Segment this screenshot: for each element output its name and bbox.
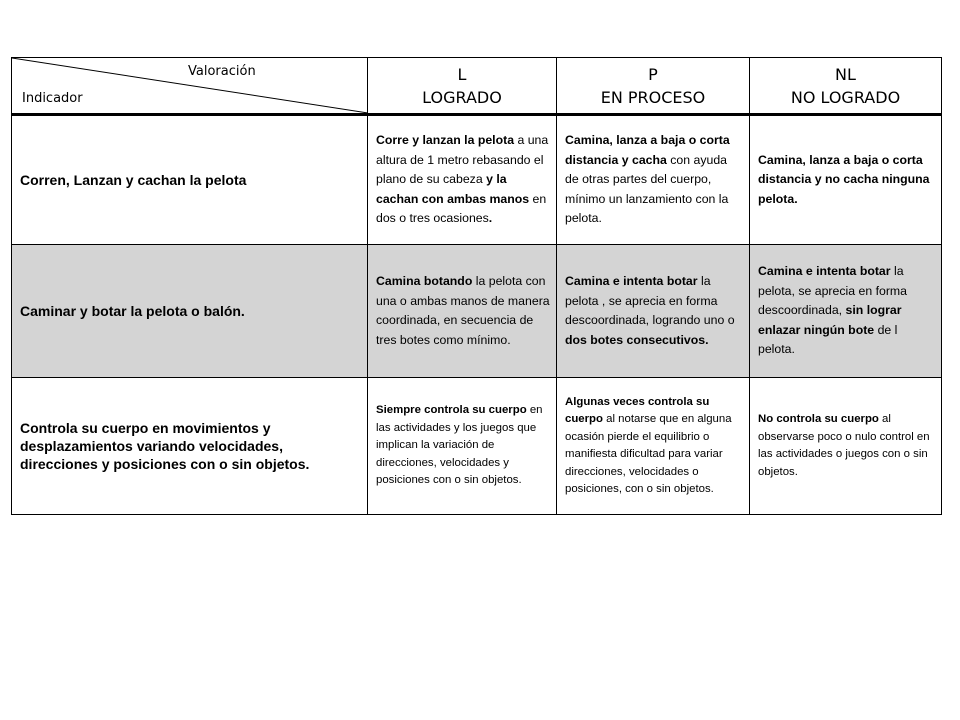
level-header-no-logrado bbox=[750, 58, 942, 115]
criteria-cell: Algunas veces controla su cuerpo al notarse que en alguna ocasión pierde el equilibrio o manifiesta dificultad para variar direcciones, velocidades o posiciones, con o sin objetos. bbox=[557, 378, 750, 515]
level-name: EN PROCESO bbox=[600, 87, 706, 107]
bold-text: No controla su cuerpo bbox=[758, 413, 879, 425]
bold-text: sin lograr enlazar ningún bote bbox=[758, 303, 902, 337]
criteria-cell: Siempre controla su cuerpo en las actividades y los juegos que implican la variación de direcciones, velocidades y posiciones con o sin objetos. bbox=[368, 378, 557, 515]
criteria-cell bbox=[750, 115, 942, 245]
bold-text: y la cachan con ambas manos bbox=[376, 172, 530, 206]
level-name: NO LOGRADO bbox=[790, 87, 901, 107]
bold-text: Algunas veces controla su cuerpo bbox=[565, 395, 710, 425]
level-name: LOGRADO bbox=[422, 87, 502, 107]
indicador-label: Indicador bbox=[22, 91, 83, 106]
criteria-cell: Corre y lanzan la pelota a una altura de 1 metro rebasando el plano de su cabeza y la cachan con ambas manos en dos o tres ocasiones. bbox=[368, 115, 557, 245]
bold-text: Camina botando bbox=[376, 274, 473, 288]
criteria-cell: Camina botando la pelota con una o ambas manos de manera coordinada, en secuencia de tres botes como mínimo. bbox=[368, 245, 557, 378]
bold-text: Camina e intenta botar bbox=[565, 274, 698, 288]
criteria-cell: Camina, lanza a baja o corta distancia y cacha con ayuda de otras partes del cuerpo, mínimo un lanzamiento con la pelota. bbox=[557, 115, 750, 245]
bold-text: Siempre controla su cuerpo bbox=[376, 404, 527, 417]
indicator-cell: Caminar y botar la pelota o balón. bbox=[12, 245, 368, 378]
header-diagonal-cell bbox=[12, 58, 368, 115]
table-row bbox=[12, 378, 942, 515]
bold-text: . bbox=[488, 211, 493, 226]
criteria-cell: No controla su cuerpo al observarse poco o nulo control en las actividades o juegos con o sin objetos. bbox=[750, 378, 942, 515]
valoracion-label: Valoración bbox=[188, 64, 256, 79]
level-header-en-proceso bbox=[557, 58, 750, 115]
table-row bbox=[12, 245, 942, 378]
criteria-cell: Camina e intenta botar la pelota, se aprecia en forma descoordinada, sin lograr enlazar ningún bote de l pelota. bbox=[750, 245, 942, 378]
level-code: P bbox=[648, 64, 658, 84]
level-code: L bbox=[457, 64, 467, 84]
indicator-cell: Corren, Lanzan y cachan la pelota bbox=[12, 115, 368, 245]
indicator-cell: Controla su cuerpo en movimientos y desplazamientos variando velocidades, direcciones y posiciones con o sin objetos. bbox=[12, 378, 368, 515]
bold-text: Corre y lanzan la pelota bbox=[376, 133, 515, 148]
table-row bbox=[12, 115, 942, 245]
bold-text: Camina, lanza a baja o corta distancia y cacha bbox=[565, 133, 730, 167]
header-row bbox=[12, 58, 942, 115]
level-code: NL bbox=[835, 64, 856, 84]
bold-text: Camina e intenta botar bbox=[758, 264, 891, 279]
criteria-cell: Camina e intenta botar la pelota , se aprecia en forma descoordinada, logrando uno o dos botes consecutivos. bbox=[557, 245, 750, 378]
level-header-logrado bbox=[368, 58, 557, 115]
rubric-table bbox=[11, 57, 942, 515]
bold-text: dos botes consecutivos. bbox=[565, 332, 709, 347]
bold-text: Camina, lanza a baja o corta distancia y no cacha ninguna pelota. bbox=[758, 152, 930, 206]
